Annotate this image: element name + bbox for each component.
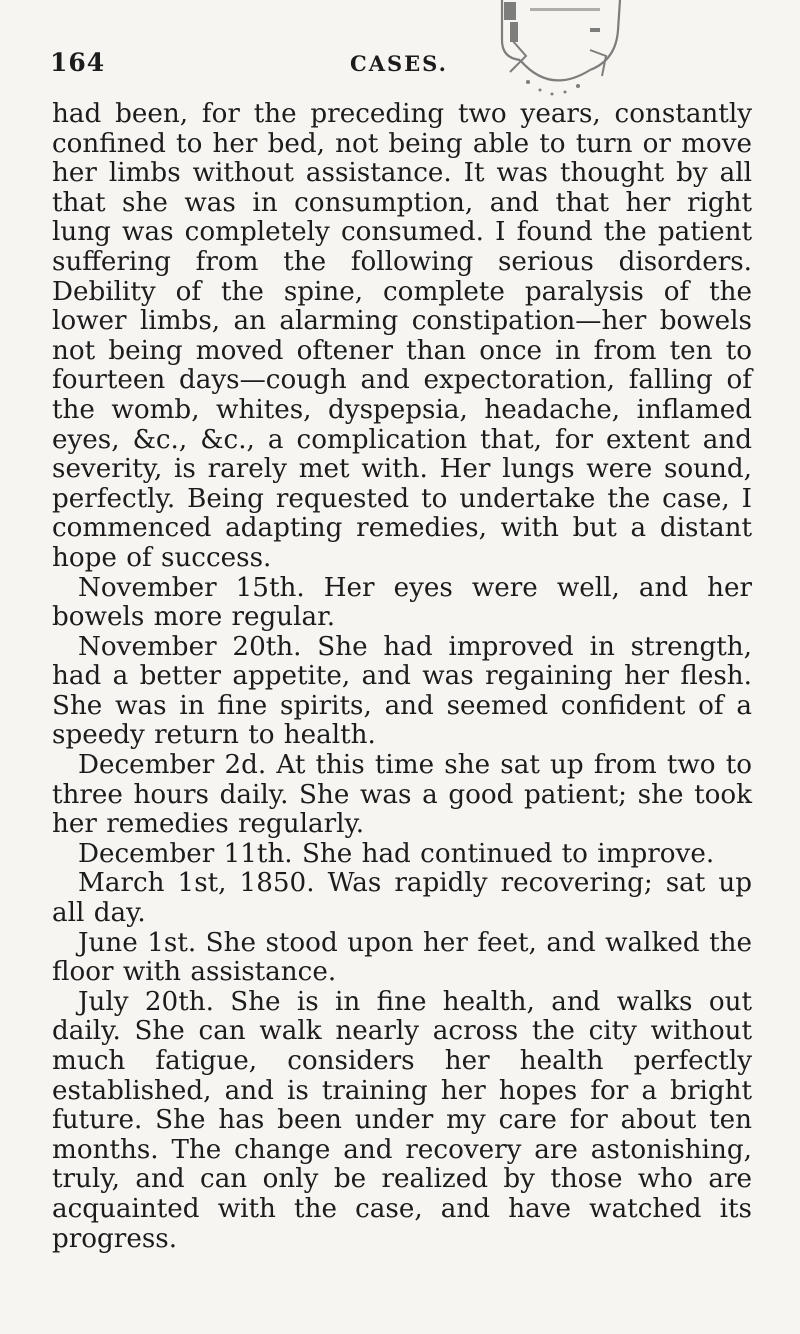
running-head xyxy=(50,48,750,88)
section-title: CASES. xyxy=(350,51,448,76)
paragraph-jul-20: July 20th. She is in fine health, and walks out daily. She can walk nearly across the city without much fatigue, considers her health perfectly established, and is training her hopes for a bright future. She has been under my care for about ten months. The change and recovery are astonishing, truly, and can only be realized by those who are acquainted with the case, and have watched its progress. xyxy=(52,986,752,1254)
paragraph-jun-1: June 1st. She stood upon her feet, and walked the floor with assistance. xyxy=(52,927,752,988)
paragraph-mar-1: March 1st, 1850. Was rapidly recovering; sat up all day. xyxy=(52,868,752,929)
paragraph-dec-2: December 2d. At this time she sat up from two to three hours daily. She was a good patient; she took her remedies regularly. xyxy=(52,750,752,840)
paragraph-nov-15: November 15th. Her eyes were well, and her bowels more regular. xyxy=(52,572,752,633)
page-number: 164 xyxy=(50,48,106,77)
paragraph-continuation: had been, for the preceding two years, constantly confined to her bed, not being able to turn or move her limbs without assistance. It was thought by all that she was in consumption, and that her right lung was completely consumed. I found the patient suffering from the following serious disorders. Debility of the spine, complete paralysis of the lower limbs, an alarming constipation—her bowels not being moved oftener than once in from ten to fourteen days—cough and expectoration, falling of the womb, whites, dyspepsia, headache, inflamed eyes, &c., &c., a complication that, for extent and severity, is rarely met with. Her lungs were sound, perfectly. Being requested to undertake the case, I commenced adapting remedies, with but a distant hope of success. xyxy=(52,99,752,573)
paragraph-nov-20: November 20th. She had improved in strength, had a better appetite, and was regaining her flesh. She was in fine spirits, and seemed confident of a speedy return to health. xyxy=(52,631,752,751)
paragraph-dec-11: December 11th. She had continued to improve. xyxy=(78,838,715,869)
body-text xyxy=(52,100,752,1254)
